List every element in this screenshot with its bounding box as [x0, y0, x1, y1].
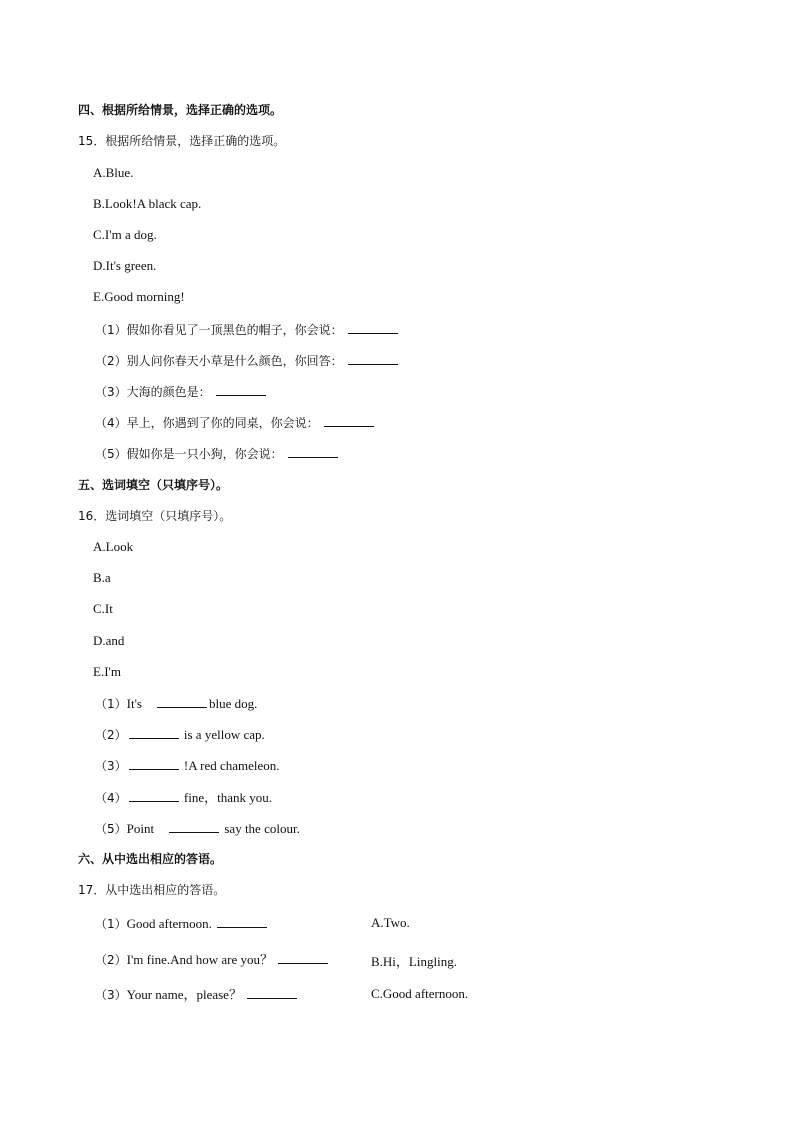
section-4-heading: 四、根据所给情景，选择正确的选项。 — [78, 103, 283, 117]
q15-item-5 — [95, 445, 340, 462]
q16-option-e: E.I'm — [93, 664, 121, 679]
item-text-after: blue dog. — [208, 696, 258, 711]
item-number: （5） — [95, 447, 127, 461]
q16-option-c: C.It — [93, 601, 113, 616]
item-number: （1） — [95, 697, 127, 711]
q15-item-1 — [95, 321, 400, 338]
answer-blank[interactable] — [348, 352, 398, 365]
item-number: （2） — [95, 953, 127, 967]
item-text-before: It's — [126, 696, 142, 711]
q16-item-3 — [95, 757, 280, 774]
answer-blank[interactable] — [157, 695, 207, 708]
answer-blank[interactable] — [216, 383, 266, 396]
item-number: （3） — [95, 759, 127, 773]
item-text: 大海的颜色是： — [126, 385, 211, 399]
item-number: （5） — [95, 822, 127, 836]
q15-item-3 — [95, 383, 268, 400]
answer-blank[interactable] — [348, 321, 398, 334]
q16-option-a: A.Look — [93, 539, 134, 554]
q16-item-5 — [95, 820, 300, 837]
item-text: Good afternoon. — [126, 916, 212, 931]
q17-answer-option-a: A.Two. — [371, 915, 410, 930]
q16-item-1 — [95, 695, 257, 712]
section-6-heading: 六、从中选出相应的答语。 — [78, 852, 223, 866]
q15-option-c: C.I'm a dog. — [93, 227, 157, 242]
q17-answer-option-b: B.Hi，Lingling. — [371, 954, 457, 969]
q16-option-d: D.and — [93, 633, 125, 648]
section-5-heading: 五、选词填空（只填序号）。 — [78, 478, 229, 492]
item-number: （4） — [95, 416, 127, 430]
q15-option-a: A.Blue. — [93, 165, 134, 180]
answer-blank[interactable] — [169, 820, 219, 833]
answer-blank[interactable] — [217, 915, 267, 928]
item-number: （3） — [95, 385, 127, 399]
answer-blank[interactable] — [129, 726, 179, 739]
item-number: （1） — [95, 323, 127, 337]
q15-item-2 — [95, 352, 400, 369]
answer-blank[interactable] — [129, 757, 179, 770]
q17-item-1 — [95, 915, 269, 932]
q15-item-4 — [95, 414, 376, 431]
q17-item-2 — [95, 951, 330, 968]
item-number: （4） — [95, 791, 127, 805]
q17-answer-option-c: C.Good afternoon. — [371, 986, 469, 1001]
q16-option-b: B.a — [93, 570, 111, 585]
question-15-title: 15．根据所给情景，选择正确的选项。 — [78, 134, 286, 148]
q15-option-b: B.Look!A black cap. — [93, 196, 202, 211]
answer-blank[interactable] — [278, 951, 328, 964]
item-text: 假如你是一只小狗，你会说： — [126, 447, 283, 461]
q15-option-e: E.Good morning! — [93, 289, 185, 304]
answer-blank[interactable] — [129, 789, 179, 802]
item-text: 早上，你遇到了你的同桌，你会说： — [126, 416, 319, 430]
item-text-after: !A red chameleon. — [183, 758, 280, 773]
item-text-after: is a yellow cap. — [183, 727, 265, 742]
q17-item-3 — [95, 986, 299, 1003]
item-number: （3） — [95, 988, 127, 1002]
answer-blank[interactable] — [324, 414, 374, 427]
item-text: 假如你看见了一顶黑色的帽子，你会说： — [126, 323, 343, 337]
question-17-title: 17．从中选出相应的答语。 — [78, 883, 226, 897]
item-text: 别人问你春天小草是什么颜色，你回答： — [126, 354, 343, 368]
q16-item-4 — [95, 789, 272, 806]
q15-option-d: D.It's green. — [93, 258, 157, 273]
item-number: （1） — [95, 917, 127, 931]
answer-blank[interactable] — [247, 986, 297, 999]
item-text: I'm fine.And how are you？ — [126, 952, 274, 967]
item-number: （2） — [95, 354, 127, 368]
item-number: （2） — [95, 728, 127, 742]
q16-item-2 — [95, 726, 265, 743]
item-text-before: Point — [126, 821, 155, 836]
item-text-after: say the colour. — [224, 821, 300, 836]
item-text: Your name，please？ — [126, 987, 242, 1002]
item-text-after: fine，thank you. — [183, 790, 272, 805]
answer-blank[interactable] — [288, 445, 338, 458]
question-16-title: 16．选词填空（只填序号）。 — [78, 509, 232, 523]
